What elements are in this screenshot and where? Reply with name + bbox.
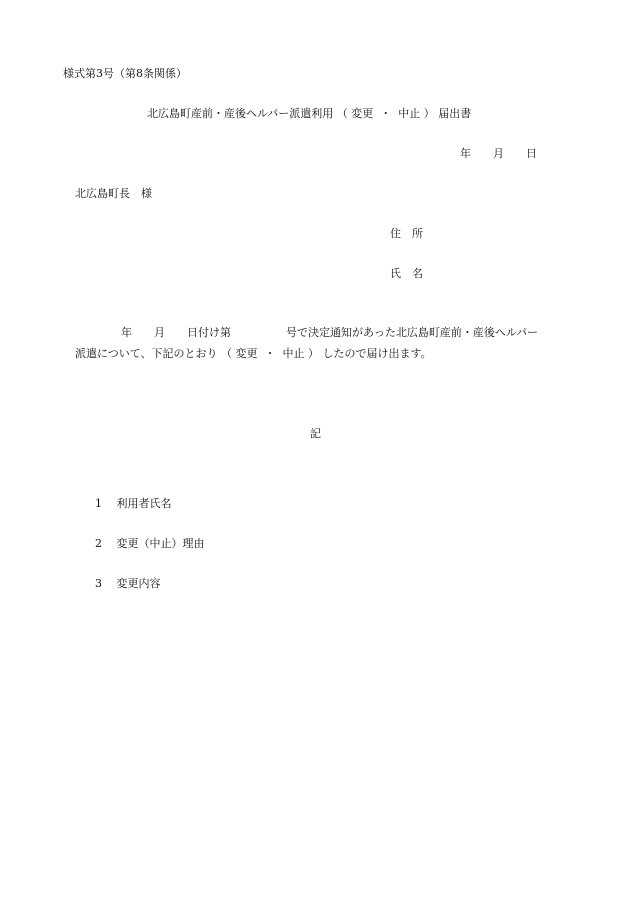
address-label: 住 所	[390, 227, 423, 240]
body-text-line-1: 年 月 日付け第 号で決定通知があった北広島町産前・産後ヘルパー	[121, 326, 539, 339]
body-text-line-2: 派遣について、下記のとおり （ 変更 ・ 中止 ） したので届け出ます。	[75, 347, 432, 360]
name-label: 氏 名	[390, 267, 423, 280]
item-change-content: 3 変更内容	[95, 577, 161, 590]
item-change-reason: 2 変更（中止）理由	[95, 537, 205, 550]
form-number: 様式第3号（第8条関係）	[63, 67, 187, 80]
item-user-name: 1 利用者氏名	[95, 497, 172, 510]
document-title: 北広島町産前・産後ヘルパー派遣利用 （ 変更 ・ 中止 ） 届出書	[147, 107, 472, 120]
addressee: 北広島町長 様	[75, 187, 152, 200]
ki-heading: 記	[310, 427, 321, 440]
date-line: 年 月 日	[460, 147, 537, 160]
